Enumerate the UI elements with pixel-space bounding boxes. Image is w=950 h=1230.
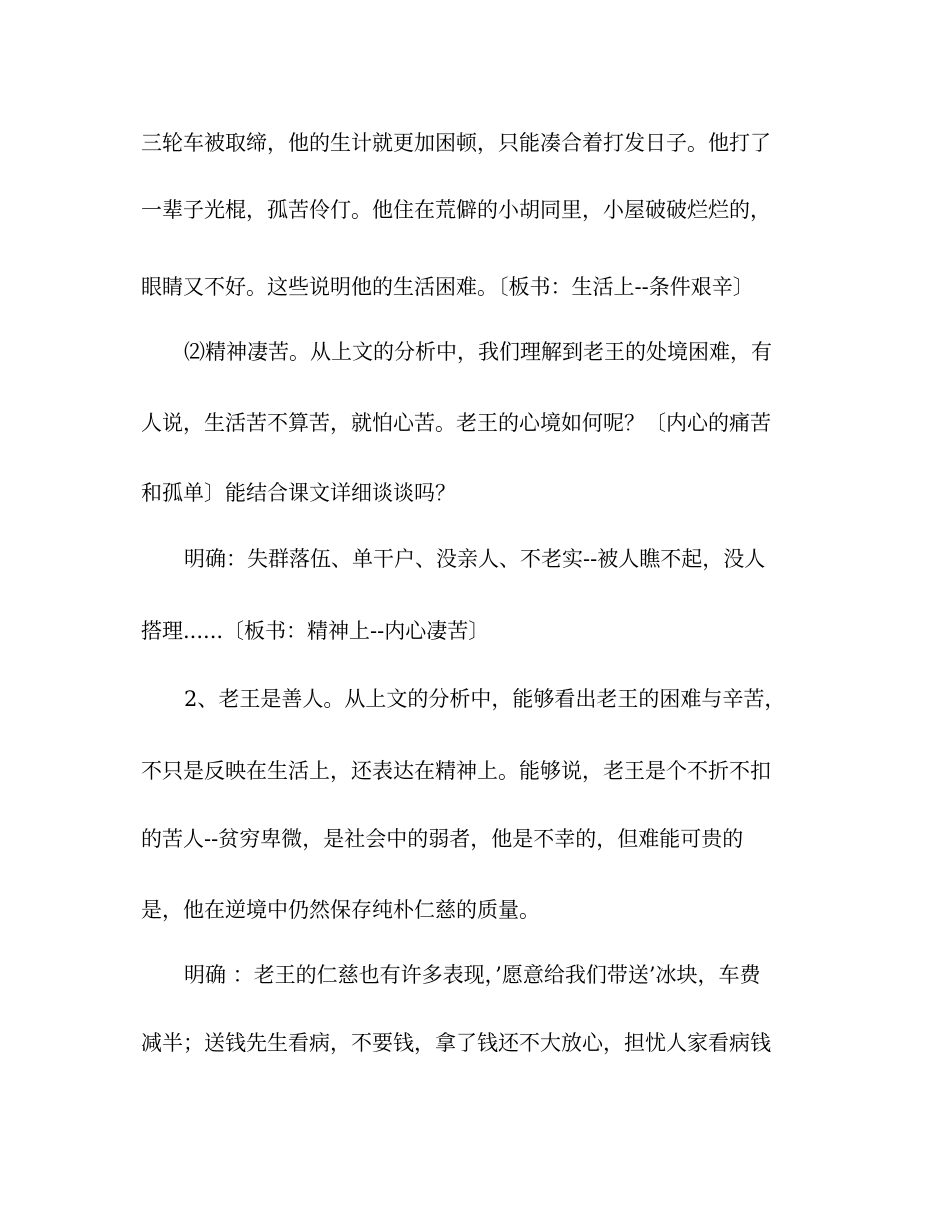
text-line-5: 人说，生活苦不算苦，就怕心苦。老王的心境如何呢？〔内心的痛苦 bbox=[141, 411, 771, 435]
text-line-11: 的苦人--贫穷卑微，是社会中的弱者，他是不幸的，但难能可贵的 bbox=[141, 827, 744, 851]
text-line-10: 不只是反映在生活上，还表达在精神上。能够说，老王是个不折不扣 bbox=[141, 759, 771, 783]
text-line-12: 是，他在逆境中仍然保存纯朴仁慈的质量。 bbox=[141, 898, 540, 922]
text-line-3: 眼睛又不好。这些说明他的生活困难。〔板书：生活上--条件艰辛〕 bbox=[141, 275, 754, 299]
text-line-8: 搭理......〔板书：精神上--内心凄苦〕 bbox=[141, 619, 490, 643]
text-line-7: 明确：失群落伍、单干户、没亲人、不老实--被人瞧不起，没人 bbox=[184, 547, 766, 571]
text-line-4: ⑵精神凄苦。从上文的分析中，我们理解到老王的处境困难，有 bbox=[184, 340, 772, 364]
text-line-1: 三轮车被取缔，他的生计就更加困顿，只能凑合着打发日子。他打了 bbox=[141, 131, 771, 155]
text-line-14: 减半；送钱先生看病，不要钱，拿了钱还不大放心，担忧人家看病钱 bbox=[141, 1031, 771, 1055]
text-line-13: 明确 ：老王的仁慈也有许多表现，’愿意给我们带送’冰块，车费 bbox=[184, 963, 761, 987]
text-line-9: 2、老王是善人。从上文的分析中，能够看出老王的困难与辛苦， bbox=[184, 687, 786, 711]
text-line-6: 和孤单〕能结合课文详细谈谈吗？ bbox=[141, 481, 456, 505]
text-line-2: 一辈子光棍，孤苦伶仃。他住在荒僻的小胡同里，小屋破破烂烂的， bbox=[141, 198, 771, 222]
